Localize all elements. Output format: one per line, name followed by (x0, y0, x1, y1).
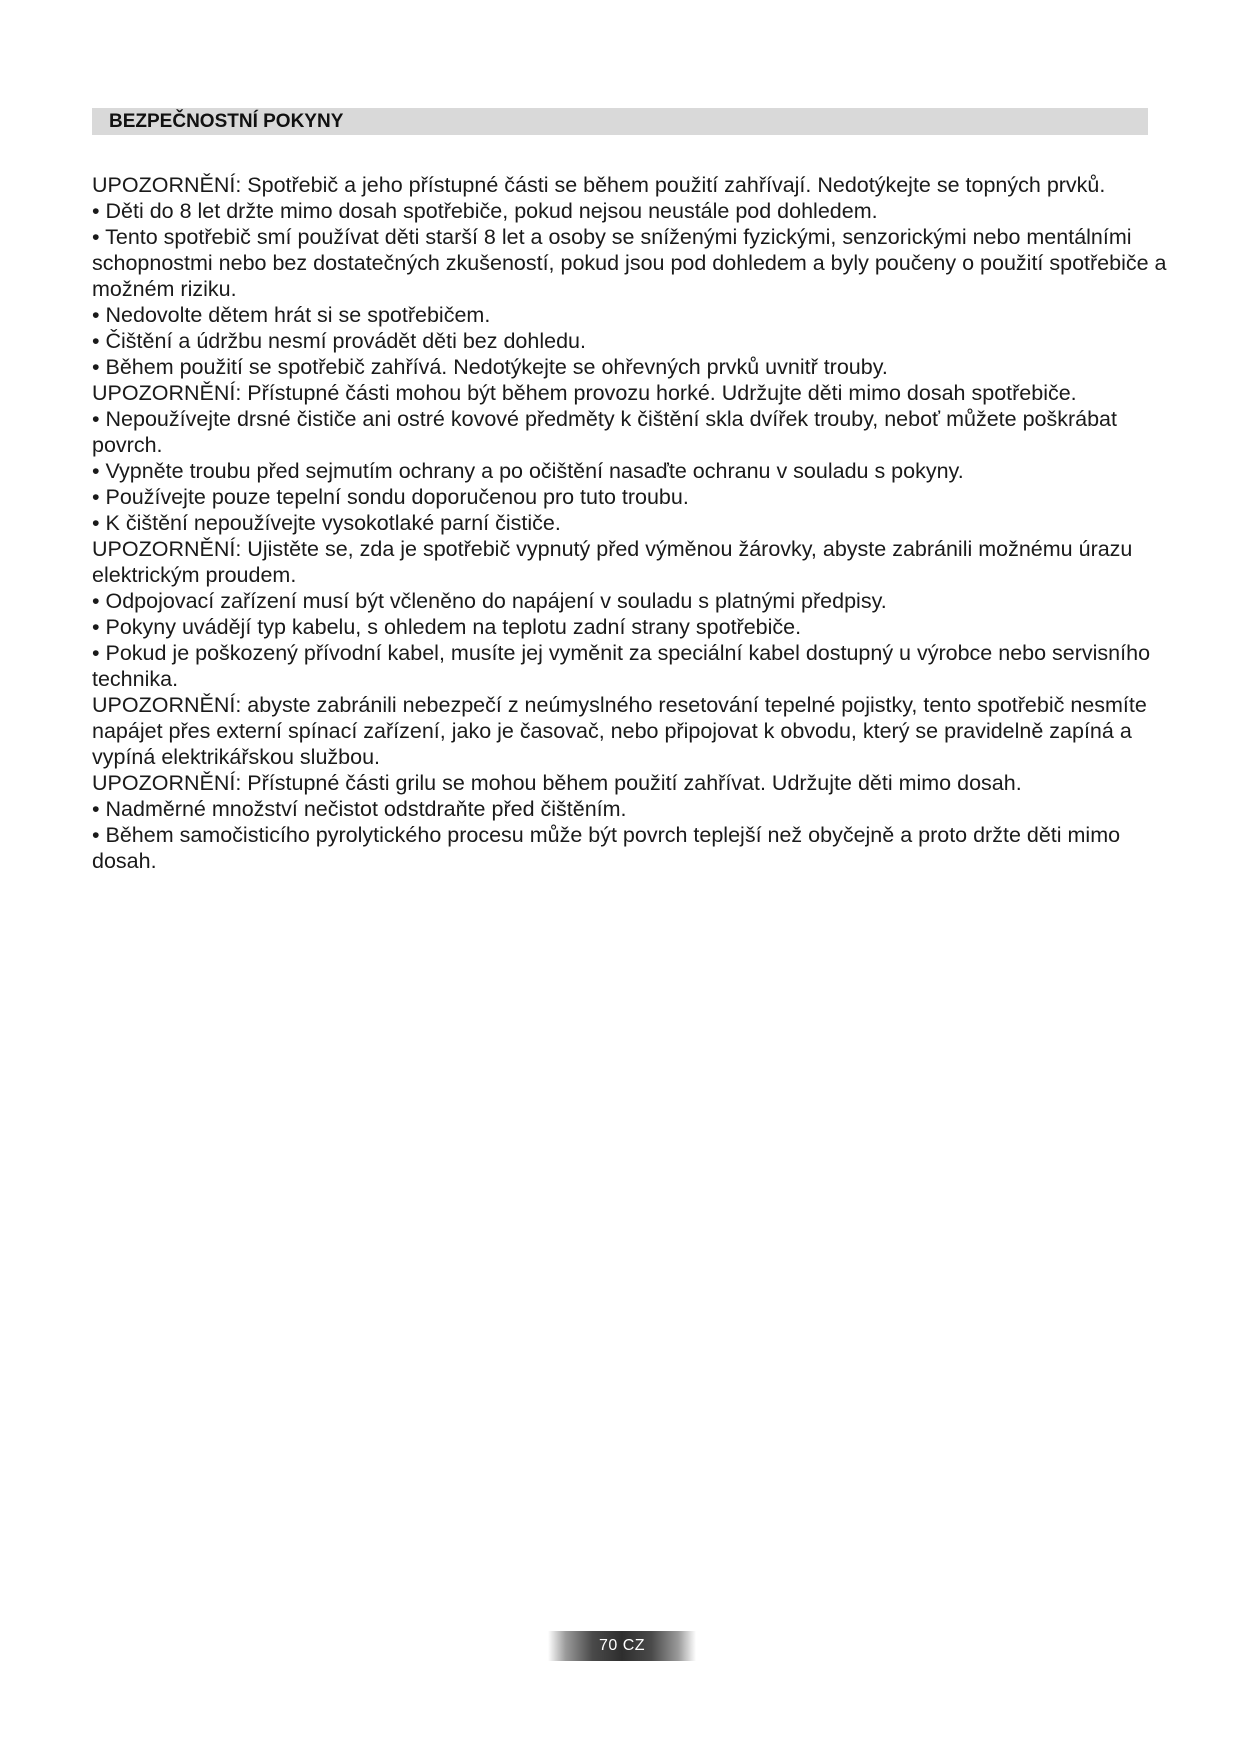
section-header (92, 108, 1148, 135)
warning-paragraph: UPOZORNĚNÍ: Ujistěte se, zda je spotřebič vypnutý před výměnou žárovky, abyste zabránili možnému úrazu elektrickým proudem. (92, 537, 1133, 587)
bullet-item: • Pokud je poškozený přívodní kabel, musíte jej vyměnit za speciální kabel dostupný u výrobce nebo servisního technika. (92, 641, 1151, 691)
warning-paragraph: UPOZORNĚNÍ: Přístupné části grilu se mohou během použití zahřívat. Udržujte děti mimo dosah. (92, 771, 1022, 795)
warning-paragraph: UPOZORNĚNÍ: abyste zabránili nebezpečí z neúmyslného resetování tepelné pojistky, tento spotřebič nesmíte napájet přes externí spínací zařízení, jako je časovač, nebo připojovat k obvodu, který se pravidelně zapíná a vypíná elektrikářskou službou. (92, 693, 1147, 769)
safety-instructions-body (92, 172, 1182, 874)
page-number-badge (548, 1631, 696, 1661)
bullet-item: • Čištění a údržbu nesmí provádět děti bez dohledu. (92, 329, 586, 353)
bullet-item: • Odpojovací zařízení musí být včleněno do napájení v souladu s platnými předpisy. (92, 589, 887, 613)
bullet-item: • Pokyny uvádějí typ kabelu, s ohledem na teplotu zadní strany spotřebiče. (92, 615, 802, 639)
page-number: 70 CZ (598, 1637, 646, 1654)
bullet-item: • Používejte pouze tepelní sondu doporučenou pro tuto troubu. (92, 485, 689, 509)
bullet-item: • Nadměrné množství nečistot odstdraňte před čištěním. (92, 797, 627, 821)
bullet-item: • Nedovolte dětem hrát si se spotřebičem. (92, 303, 491, 327)
section-title: BEZPEČNOSTNÍ POKYNY (109, 111, 344, 132)
bullet-item: • K čištění nepoužívejte vysokotlaké parní čističe. (92, 511, 561, 535)
bullet-item: • Nepoužívejte drsné čističe ani ostré kovové předměty k čištění skla dvířek trouby, neboť můžete poškrábat povrch. (92, 407, 1117, 457)
warning-paragraph: UPOZORNĚNÍ: Spotřebič a jeho přístupné části se během použití zahřívají. Nedotýkejte se topných prvků. (92, 173, 1106, 197)
bullet-item: • Vypněte troubu před sejmutím ochrany a po očištění nasaďte ochranu v souladu s pokyny. (92, 459, 964, 483)
warning-paragraph: UPOZORNĚNÍ: Přístupné části mohou být během provozu horké. Udržujte děti mimo dosah spotřebiče. (92, 381, 1077, 405)
bullet-item: • Tento spotřebič smí používat děti starší 8 let a osoby se sníženými fyzickými, senzorickými nebo mentálními schopnostmi nebo bez dostatečných zkušeností, pokud jsou pod dohledem a byly poučeny o použití spotřebiče a možném riziku. (92, 225, 1167, 301)
bullet-item: • Během použití se spotřebič zahřívá. Nedotýkejte se ohřevných prvků uvnitř trouby. (92, 355, 888, 379)
bullet-item: • Během samočisticího pyrolytického procesu může být povrch teplejší než obyčejně a proto držte děti mimo dosah. (92, 823, 1121, 873)
bullet-item: • Děti do 8 let držte mimo dosah spotřebiče, pokud nejsou neustále pod dohledem. (92, 199, 878, 223)
